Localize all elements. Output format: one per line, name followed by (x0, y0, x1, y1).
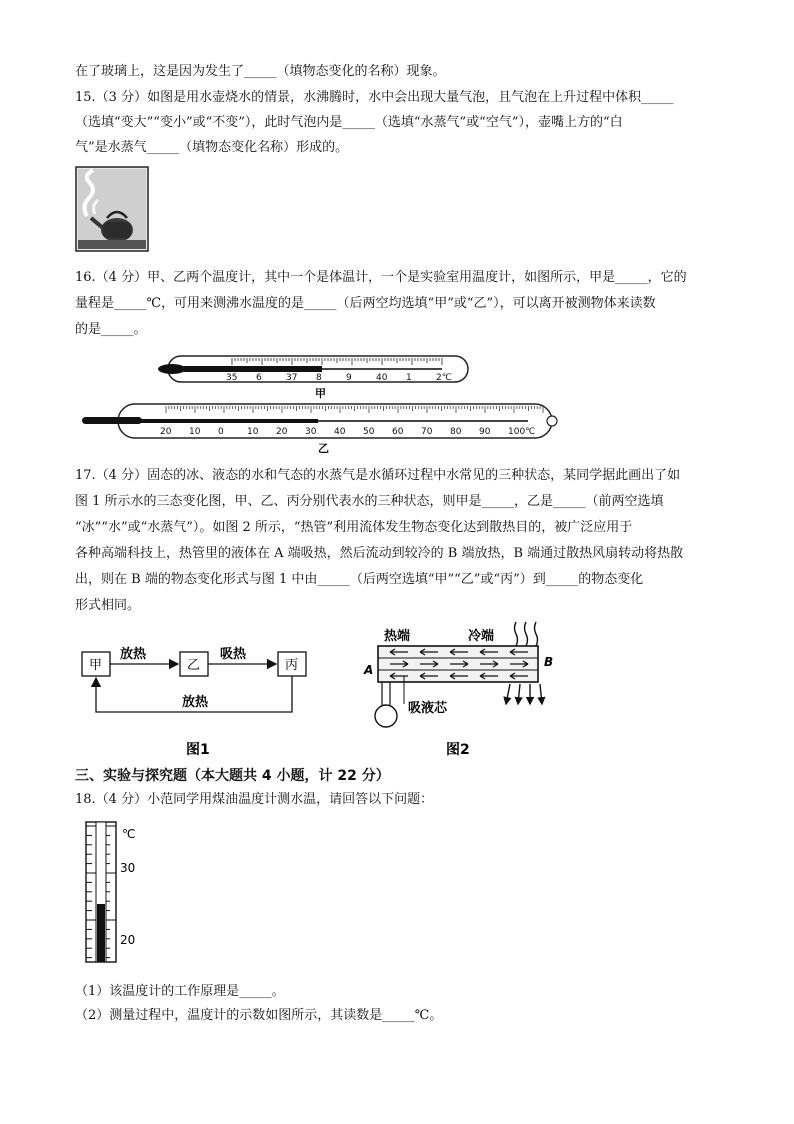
q18-sub-1: （1）该温度计的工作原理是_____。 (75, 984, 285, 999)
q17-line-2: 图 1 所示水的三态变化图，甲、乙、丙分别代表水的三种状态，则甲是_____，乙是_____（前两空选填 (75, 494, 664, 509)
thermometer-yi-tick-label: 10 (189, 427, 201, 437)
q16-line-1: 16.（4 分）甲、乙两个温度计，其中一个是体温计，一个是实验室用温度计，如图所示，甲是_____，它的 (75, 270, 687, 285)
end-b-label: B (544, 655, 554, 669)
q15-line-2: （选填“变大”“变小”或“不变”），此时气泡内是_____（选填“水蒸气”或“空气”），壶嘴上方的“白 (75, 115, 623, 130)
q17-line-5: 出，则在 B 端的物态变化形式与图 1 中由_____（后两空选填“甲”“乙”或“丙”）到_____的物态变化 (75, 572, 644, 587)
unit-label: ℃ (122, 827, 136, 841)
figure-1-caption: 图1 (186, 742, 210, 758)
thermometer-jia-tick-label: 8 (316, 373, 322, 383)
thermometer-yi-tick-label: 70 (421, 427, 433, 437)
figure-2-heat-pipe (360, 614, 560, 760)
thermometer-jia-label: 甲 (315, 387, 326, 400)
section-3-heading: 三、实验与探究题（本大题共 4 小题，计 22 分） (75, 768, 390, 784)
kerosene-thermometer (78, 818, 158, 964)
thermometer-yi-tick-label: 50 (363, 427, 375, 437)
thermometer-yi-tick-label: 20 (160, 427, 172, 437)
q18-intro: 18.（4 分）小范同学用煤油温度计测水温，请回答以下问题： (75, 792, 434, 807)
thermometer-yi-tick-label: 100℃ (508, 427, 536, 437)
thermometer-yi (78, 400, 568, 456)
thermometer-yi-tick-label: 40 (334, 427, 346, 437)
q17-line-1: 17.（4 分）固态的冰、液态的水和气态的水蒸气是水循环过程中水常见的三种状态，某同学据此画出了如 (75, 468, 681, 483)
state-bing-label: 丙 (285, 658, 299, 673)
cold-end-label: 冷端 (468, 629, 495, 644)
thermometer-yi-tick-label: 0 (218, 427, 224, 437)
state-jia-label: 甲 (89, 658, 103, 673)
thermometer-yi-tick-label: 30 (305, 427, 317, 437)
state-yi-label: 乙 (187, 658, 201, 673)
q17-line-3: “冰”“水”或“水蒸气”）。如图 2 所示，“热管”利用流体发生物态变化达到散热目的，被广泛应用于 (75, 520, 633, 535)
wick-label: 吸液芯 (408, 701, 448, 716)
scale-30-label: 30 (120, 861, 136, 875)
thermometer-jia-tick-label: 40 (376, 373, 388, 383)
thermometer-yi-tick-label: 80 (450, 427, 462, 437)
liquid-column (97, 904, 105, 962)
thermometer-yi-tick-label: 90 (479, 427, 491, 437)
end-a-label: A (364, 663, 374, 677)
release-heat-label-2: 放热 (182, 695, 209, 710)
thermometer-jia (140, 350, 480, 400)
thermometer-yi-tick-label: 20 (276, 427, 288, 437)
absorb-heat-label: 吸热 (220, 647, 247, 662)
q18-sub-2: （2）测量过程中，温度计的示数如图所示，其读数是_____℃。 (75, 1008, 443, 1023)
thermometer-jia-tick-label: 6 (256, 373, 262, 383)
thermometer-jia-tick-label: 9 (346, 373, 352, 383)
q17-line-6: 形式相同。 (75, 598, 141, 613)
thermometer-jia-tick-label: 35 (226, 373, 238, 383)
q16-line-2: 量程是_____℃，可用来测沸水温度的是_____（后两空均选填“甲”或“乙”），可以离开被测物体来读数 (75, 296, 656, 311)
q14-tail: 在了玻璃上，这是因为发生了_____（填物态变化的名称）现象。 (75, 64, 446, 79)
hot-end-label: 热端 (384, 629, 411, 644)
q17-line-4: 各种高端科技上，热管里的液体在 A 端吸热，然后流动到较冷的 B 端放热，B 端通过散热风扇转动将热散 (75, 546, 684, 561)
kettle-image (75, 166, 149, 252)
q15-line-3: 气”是水蒸气_____（填物态变化名称）形成的。 (75, 140, 349, 155)
figure-1-state-diagram (78, 632, 318, 760)
thermometer-yi-tick-label: 10 (247, 427, 259, 437)
q15-line-1: 15.（3 分）如图是用水壶烧水的情景，水沸腾时，水中会出现大量气泡，且气泡在上升过程中体积_____ (75, 90, 674, 105)
thermometer-jia-tick-label: 37 (286, 373, 298, 383)
heat-source-bulb (375, 705, 397, 727)
release-heat-label-1: 放热 (120, 647, 147, 662)
thermometer-yi-tick-label: 60 (392, 427, 404, 437)
thermometer-jia-tick-label: 1 (406, 373, 412, 383)
thermometer-yi-label: 乙 (318, 442, 329, 455)
figure-2-caption: 图2 (446, 742, 470, 758)
scale-20-label: 20 (120, 933, 136, 947)
q16-line-3: 的是_____。 (75, 322, 147, 337)
thermometer-jia-tick-label: 2℃ (436, 373, 452, 383)
